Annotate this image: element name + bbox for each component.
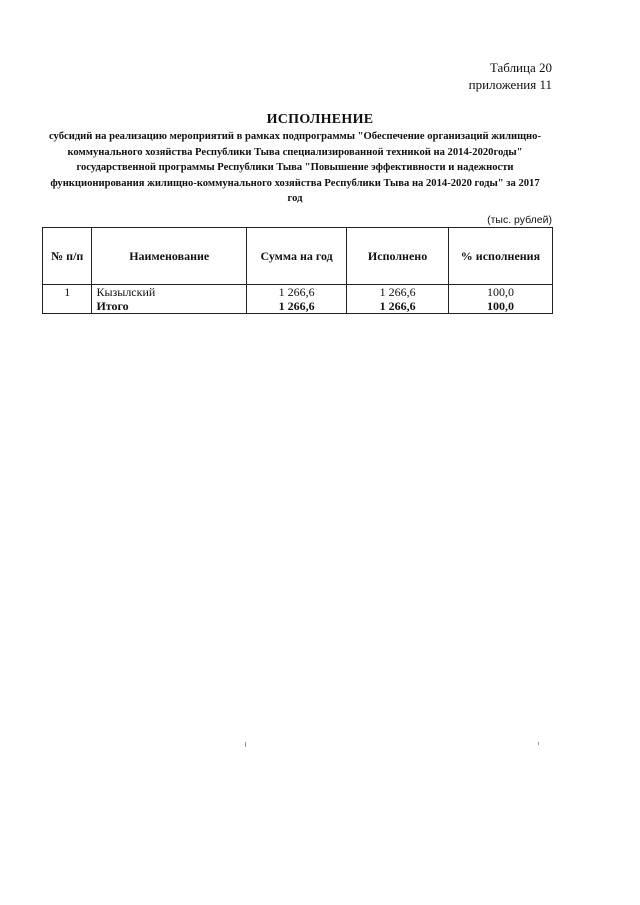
row-executed: 1 266,6 bbox=[347, 285, 449, 300]
total-annual-sum: 1 266,6 bbox=[246, 299, 346, 314]
header-execution-percent: % исполнения bbox=[448, 228, 552, 285]
appendix-number: приложения 11 bbox=[468, 77, 552, 92]
table-header-row bbox=[43, 228, 553, 285]
total-number bbox=[43, 299, 92, 314]
row-number: 1 bbox=[43, 285, 92, 300]
row-name: Кызылский bbox=[92, 285, 247, 300]
table-total-row bbox=[43, 299, 553, 314]
subtitle-line: государственной программы Республики Тыва "Повышение эффективности и надежности bbox=[76, 162, 514, 173]
header-executed: Исполнено bbox=[347, 228, 449, 285]
total-label: Итого bbox=[92, 299, 247, 314]
scan-mark bbox=[538, 742, 539, 745]
subtitle-line: функционирования жилищно-коммунального хозяйства Республики Тыва на 2014-2020 годы" за 2017 bbox=[50, 177, 540, 189]
subtitle-line: коммунального хозяйства Республики Тыва специализированной техникой на 2014-2020годы" bbox=[67, 146, 523, 158]
scan-mark bbox=[245, 742, 246, 747]
execution-table bbox=[42, 227, 553, 314]
subtitle-line: год bbox=[287, 193, 303, 204]
units-label: (тыс. рублей) bbox=[487, 214, 552, 226]
row-execution-percent: 100,0 bbox=[448, 285, 552, 300]
total-executed: 1 266,6 bbox=[347, 299, 449, 314]
header-number: № п/п bbox=[43, 228, 92, 285]
table-reference bbox=[469, 59, 552, 93]
document-subtitle bbox=[40, 129, 550, 207]
total-execution-percent: 100,0 bbox=[448, 299, 552, 314]
table-number: Таблица 20 bbox=[489, 60, 552, 75]
header-annual-sum: Сумма на год bbox=[246, 228, 346, 285]
subtitle-line: субсидий на реализацию мероприятий в рамках подпрограммы "Обеспечение организаций жилищно- bbox=[49, 131, 541, 142]
document-title: ИСПОЛНЕНИЕ bbox=[266, 112, 374, 127]
table-row bbox=[43, 285, 553, 300]
row-annual-sum: 1 266,6 bbox=[246, 285, 346, 300]
header-name: Наименование bbox=[92, 228, 247, 285]
